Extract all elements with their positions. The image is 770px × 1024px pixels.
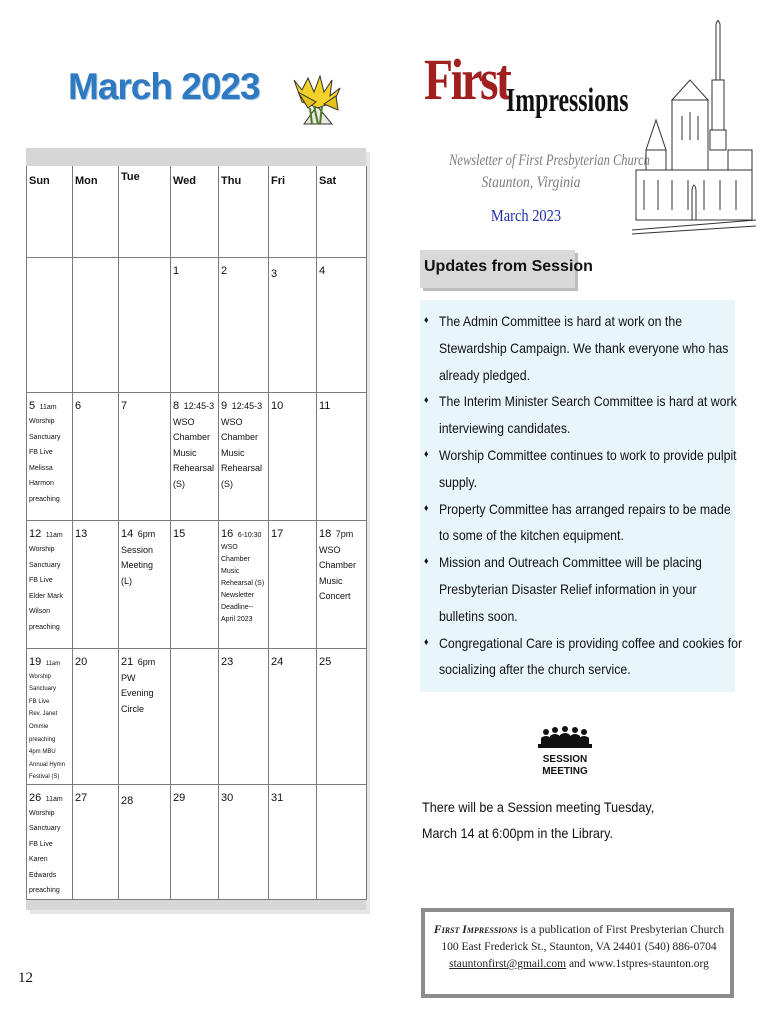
day-number: 12 — [29, 528, 42, 540]
day-number: 19 — [29, 656, 42, 668]
weekday-wed: Wed — [171, 166, 219, 258]
day-cell — [219, 784, 269, 899]
calendar-week — [27, 784, 367, 899]
day-number: 9 — [221, 400, 228, 412]
day-cell — [171, 784, 219, 899]
day-number: 31 — [271, 791, 284, 804]
diamond-bullet-icon: ♦ — [424, 315, 429, 326]
masthead-impressions: Impressions — [506, 82, 629, 119]
updates-heading: Updates from Session — [424, 258, 593, 275]
diamond-bullet-icon: ♦ — [424, 395, 429, 407]
calendar-week — [27, 393, 367, 521]
update-item — [424, 442, 743, 496]
day-cell — [317, 393, 367, 521]
weekday-header-row — [27, 166, 367, 258]
session-meeting-notice: There will be a Session meeting Tuesday, March 14 at 6:00pm in the Library. — [422, 799, 655, 841]
day-number: 3 — [271, 268, 278, 280]
day-cell — [73, 649, 119, 785]
day-number: 8 — [173, 400, 180, 412]
day-cell — [269, 784, 317, 899]
day-number: 24 — [271, 656, 284, 668]
day-cell — [317, 784, 367, 899]
day-number: 15 — [173, 528, 186, 540]
publication-info — [429, 922, 729, 973]
update-item — [424, 630, 743, 684]
day-cell — [219, 258, 269, 393]
day-number: 18 — [319, 528, 332, 540]
diamond-bullet-icon: ♦ — [424, 636, 429, 648]
diamond-bullet-icon: ♦ — [424, 502, 429, 514]
day-cell — [119, 521, 171, 649]
day-cell — [317, 258, 367, 393]
subtitle-line-1: Newsletter of First Presbyterian Church — [449, 152, 650, 169]
day-cell — [269, 649, 317, 785]
session-logo-line-1: SESSION — [542, 754, 588, 765]
day-cell — [73, 393, 119, 521]
session-meeting-icon — [536, 724, 594, 782]
event-time: 6-10:30 — [237, 532, 262, 539]
day-number: 26 — [29, 791, 42, 804]
page-number: 12 — [18, 970, 33, 986]
day-cell — [317, 521, 367, 649]
day-number: 27 — [75, 791, 88, 804]
weekday-sat: Sat — [317, 166, 367, 258]
day-number: 21 — [121, 656, 134, 668]
day-number: 7 — [121, 400, 128, 412]
event-text: Session Meeting (L) — [121, 544, 154, 586]
session-logo-line-2: MEETING — [542, 766, 588, 777]
day-cell — [219, 649, 269, 785]
event-time: 7pm — [335, 529, 354, 539]
masthead-first: First — [424, 47, 510, 112]
event-text: Worship Sanctuary FB Live Elder Mark Wilson preaching — [29, 546, 63, 631]
event-time: 12:45-3 — [183, 401, 215, 411]
day-cell — [73, 784, 119, 899]
website-text: and www.1stpres-staunton.org — [566, 958, 709, 970]
publication-line-3 — [429, 956, 729, 973]
update-text: Mission and Outreach Committee will be placing Presbyterian Disaster Relief information in your bulletins soon. — [438, 554, 702, 624]
day-cell — [269, 258, 317, 393]
day-cell — [317, 649, 367, 785]
update-item — [424, 308, 743, 388]
weekday-mon: Mon — [73, 166, 119, 258]
event-time: 11am — [39, 404, 57, 411]
day-cell — [27, 784, 73, 899]
diamond-bullet-icon: ♦ — [424, 448, 429, 460]
event-time: 11am — [45, 532, 63, 539]
update-item — [424, 549, 743, 629]
day-cell — [171, 649, 219, 785]
day-number: 29 — [173, 791, 186, 804]
daffodil-icon — [284, 66, 354, 132]
masthead-date: March 2023 — [490, 206, 562, 225]
event-text: Worship Sanctuary FB Live Rev. Janet Ommie preaching 4pm MBU Annual Hymn Festival (S) — [29, 673, 66, 781]
event-text: Worship Sanctuary FB Live Melissa Harmon preaching — [29, 418, 61, 503]
weekday-sun: Sun — [27, 166, 73, 258]
publication-line-1 — [429, 922, 729, 939]
diamond-bullet-icon: ♦ — [424, 556, 429, 568]
day-cell — [27, 521, 73, 649]
day-number: 10 — [271, 400, 284, 412]
church-illustration-icon — [632, 20, 756, 236]
event-time: 12:45-3 — [231, 401, 263, 411]
day-cell — [73, 521, 119, 649]
calendar-week — [27, 649, 367, 785]
event-text: WSO Chamber Music Rehearsal (S) Newsletter Deadline-- April 2023 — [221, 544, 265, 623]
day-cell — [27, 393, 73, 521]
day-cell — [27, 258, 73, 393]
update-text: Worship Committee continues to work to provide pulpit supply. — [438, 446, 737, 490]
update-text: The Interim Minister Search Committee is hard at work interviewing candidates. — [438, 393, 737, 437]
event-text: WSO Chamber Music Rehearsal (S) — [221, 416, 263, 489]
event-time: 6pm — [137, 529, 156, 539]
day-cell — [119, 649, 171, 785]
event-text: PW Evening Circle — [121, 672, 154, 714]
calendar-week — [27, 258, 367, 393]
day-number: 14 — [121, 528, 134, 540]
event-time: 6pm — [137, 657, 156, 667]
day-number: 5 — [29, 400, 36, 412]
day-cell — [219, 521, 269, 649]
day-number: 17 — [271, 528, 284, 540]
day-cell — [171, 393, 219, 521]
day-cell — [27, 649, 73, 785]
update-text: Congregational Care is providing coffee and cookies for socializing after the church service. — [438, 634, 743, 678]
calendar-week — [27, 521, 367, 649]
day-number: 6 — [75, 400, 82, 412]
day-number: 25 — [319, 656, 332, 668]
day-cell — [269, 393, 317, 521]
event-time: 11am — [45, 661, 61, 667]
weekday-tue: Tue — [119, 166, 171, 258]
day-cell — [171, 521, 219, 649]
day-cell — [119, 258, 171, 393]
subtitle-line-2: Staunton, Virginia — [481, 174, 581, 191]
day-number: 28 — [121, 794, 134, 807]
event-text: Worship Sanctuary FB Live Karen Edwards preaching — [29, 809, 61, 895]
weekday-fri: Fri — [269, 166, 317, 258]
event-text: WSO Chamber Music Rehearsal (S) — [173, 416, 215, 489]
update-text: Property Committee has arranged repairs to be made to some of the kitchen equipment. — [438, 500, 731, 544]
day-number: 30 — [221, 791, 234, 804]
email-link[interactable]: stauntonfirst@gmail.com — [449, 958, 567, 970]
day-cell — [219, 393, 269, 521]
day-number: 13 — [75, 528, 88, 540]
calendar-title: March 2023 — [68, 66, 260, 107]
weekday-thu: Thu — [219, 166, 269, 258]
day-cell — [119, 393, 171, 521]
calendar-grid — [26, 166, 367, 900]
publication-name: First Impressions — [433, 924, 518, 936]
day-cell — [119, 784, 171, 899]
update-item — [424, 388, 743, 442]
day-cell — [269, 521, 317, 649]
updates-list — [424, 308, 743, 683]
day-cell — [171, 258, 219, 393]
day-number: 16 — [221, 528, 234, 540]
day-number: 23 — [221, 656, 234, 668]
publication-line-1-rest: is a publication of First Presbyterian Church — [517, 924, 725, 936]
masthead-subtitle — [426, 150, 650, 194]
event-text: WSO Chamber Music Concert — [319, 544, 357, 601]
day-number: 20 — [75, 656, 88, 668]
day-cell — [73, 258, 119, 393]
publication-address: 100 East Frederick St., Staunton, VA 24401 (540) 886-0704 — [441, 941, 717, 953]
day-number: 4 — [319, 265, 326, 277]
day-number: 2 — [221, 265, 228, 277]
day-number: 11 — [319, 400, 331, 412]
day-number: 1 — [173, 265, 180, 277]
update-item — [424, 496, 743, 550]
event-time: 11am — [45, 795, 63, 803]
update-text: The Admin Committee is hard at work on the Stewardship Campaign. We thank everyone who has already pledged. — [438, 313, 729, 383]
